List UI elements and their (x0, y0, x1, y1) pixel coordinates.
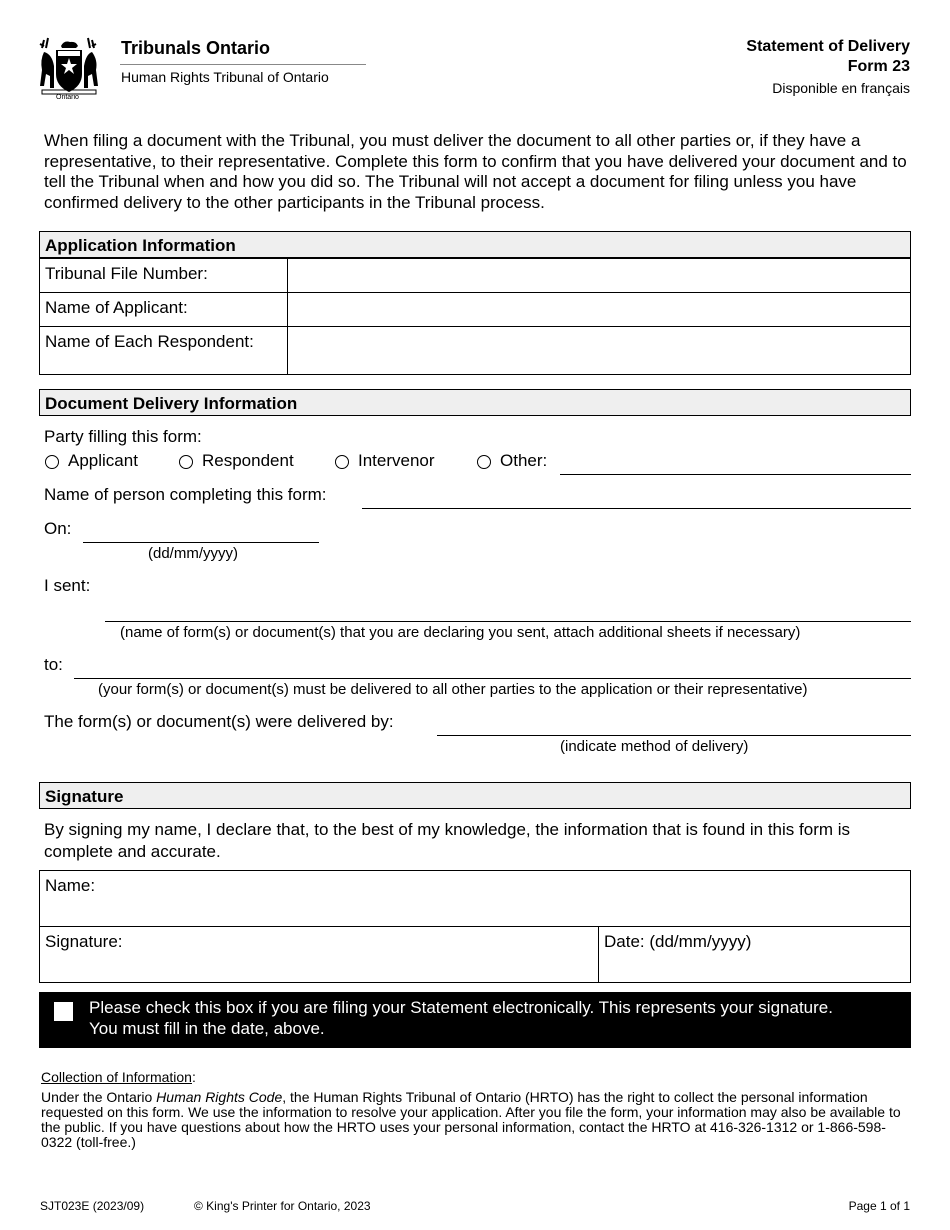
org-divider (120, 64, 366, 65)
radio-intervenor[interactable] (335, 455, 349, 469)
application-info-heading: Application Information (39, 231, 911, 258)
collection-title-text: Collection of Information (41, 1069, 192, 1085)
form-number: Form 23 (847, 58, 910, 75)
radio-respondent-label: Respondent (202, 451, 294, 470)
collection-title (41, 1069, 196, 1085)
french-version-link[interactable]: Disponible en français (772, 80, 910, 96)
person-label: Name of person completing this form: (44, 485, 327, 504)
signature-date-label: Date: (dd/mm/yyyy) (604, 932, 752, 951)
delivery-date-field[interactable] (83, 542, 319, 543)
intro-paragraph: When filing a document with the Tribunal, you must deliver the document to all other parties or, if they have a representative, to their representative. Complete this form to confirm that you have delivered your document and to tell the Tribunal when and how you did so. The Tribunal will not accept a document for filing unless you have confirmed delivery to the other participants in the Tribunal process. (44, 131, 907, 212)
method-hint: (indicate method of delivery) (560, 738, 749, 755)
method-label: The form(s) or document(s) were delivered by: (44, 712, 394, 731)
name-label: Name: (45, 876, 96, 895)
respondent-label: Name of Each Respondent: (39, 326, 288, 375)
sent-hint: (name of form(s) or document(s) that you are declaring you sent, attach additional sheets if necessary) (120, 624, 801, 641)
signature-date-field[interactable] (598, 926, 911, 983)
collection-body-post: , the Human Rights Tribunal of Ontario (HRTO) has the right to collect the personal information requested on this form. We use the information to resolve your application. After you file the form, your information may also be available to the public. If you have questions about how the HRTO uses your personal information, contact the HRTO at 416-326-1312 or 1-866-598-0322 (toll-free.) (41, 1089, 901, 1150)
org-title: Tribunals Ontario (121, 38, 271, 58)
delivery-info-heading: Document Delivery Information (39, 389, 911, 416)
signature-field[interactable] (39, 926, 599, 983)
signature-heading: Signature (39, 782, 911, 809)
other-party-field[interactable] (560, 474, 911, 475)
name-field[interactable] (39, 870, 911, 927)
radio-intervenor-label: Intervenor (358, 451, 435, 470)
file-number-label: Tribunal File Number: (39, 258, 288, 293)
party-label: Party filling this form: (44, 427, 202, 446)
page-number: Page 1 of 1 (848, 1199, 910, 1213)
signature-label: Signature: (45, 932, 123, 951)
to-label: to: (44, 655, 63, 674)
person-name-field[interactable] (362, 508, 911, 509)
radio-respondent[interactable] (179, 455, 193, 469)
collection-body-code: Human Rights Code (156, 1089, 283, 1105)
collection-title-colon: : (191, 1069, 196, 1085)
delivery-method-field[interactable] (437, 735, 911, 736)
crest-label: Ontario (56, 94, 79, 101)
collection-body-pre: Under the Ontario (41, 1089, 157, 1105)
applicant-label: Name of Applicant: (39, 292, 288, 327)
sent-documents-field[interactable] (105, 621, 911, 622)
electronic-filing-banner (39, 992, 911, 1048)
collection-body (41, 1090, 901, 1150)
electronic-filing-line2: You must fill in the date, above. (89, 1019, 325, 1038)
on-label: On: (44, 519, 72, 538)
recipient-field[interactable] (74, 678, 911, 679)
applicant-field[interactable] (287, 292, 911, 327)
radio-applicant[interactable] (45, 455, 59, 469)
file-number-field[interactable] (287, 258, 911, 293)
copyright: © King's Printer for Ontario, 2023 (194, 1199, 371, 1213)
to-hint: (your form(s) or document(s) must be delivered to all other parties to the application or their representative) (98, 681, 808, 698)
form-title: Statement of Delivery (746, 38, 910, 55)
form-code: SJT023E (2023/09) (40, 1199, 145, 1213)
respondent-field[interactable] (287, 326, 911, 375)
ontario-crest-logo (36, 36, 102, 104)
sent-label: I sent: (44, 576, 91, 595)
radio-other-label: Other: (500, 451, 548, 470)
electronic-filing-line1: Please check this box if you are filing your Statement electronically. This represents your signature. (89, 998, 833, 1017)
signature-declaration: By signing my name, I declare that, to the best of my knowledge, the information that is found in this form is complete and accurate. (44, 820, 851, 861)
org-subtitle: Human Rights Tribunal of Ontario (121, 69, 329, 85)
radio-applicant-label: Applicant (68, 451, 138, 470)
radio-other[interactable] (477, 455, 491, 469)
delivery-date-hint: (dd/mm/yyyy) (148, 545, 238, 562)
form-title-block (746, 37, 910, 77)
electronic-filing-checkbox[interactable] (54, 1002, 73, 1021)
